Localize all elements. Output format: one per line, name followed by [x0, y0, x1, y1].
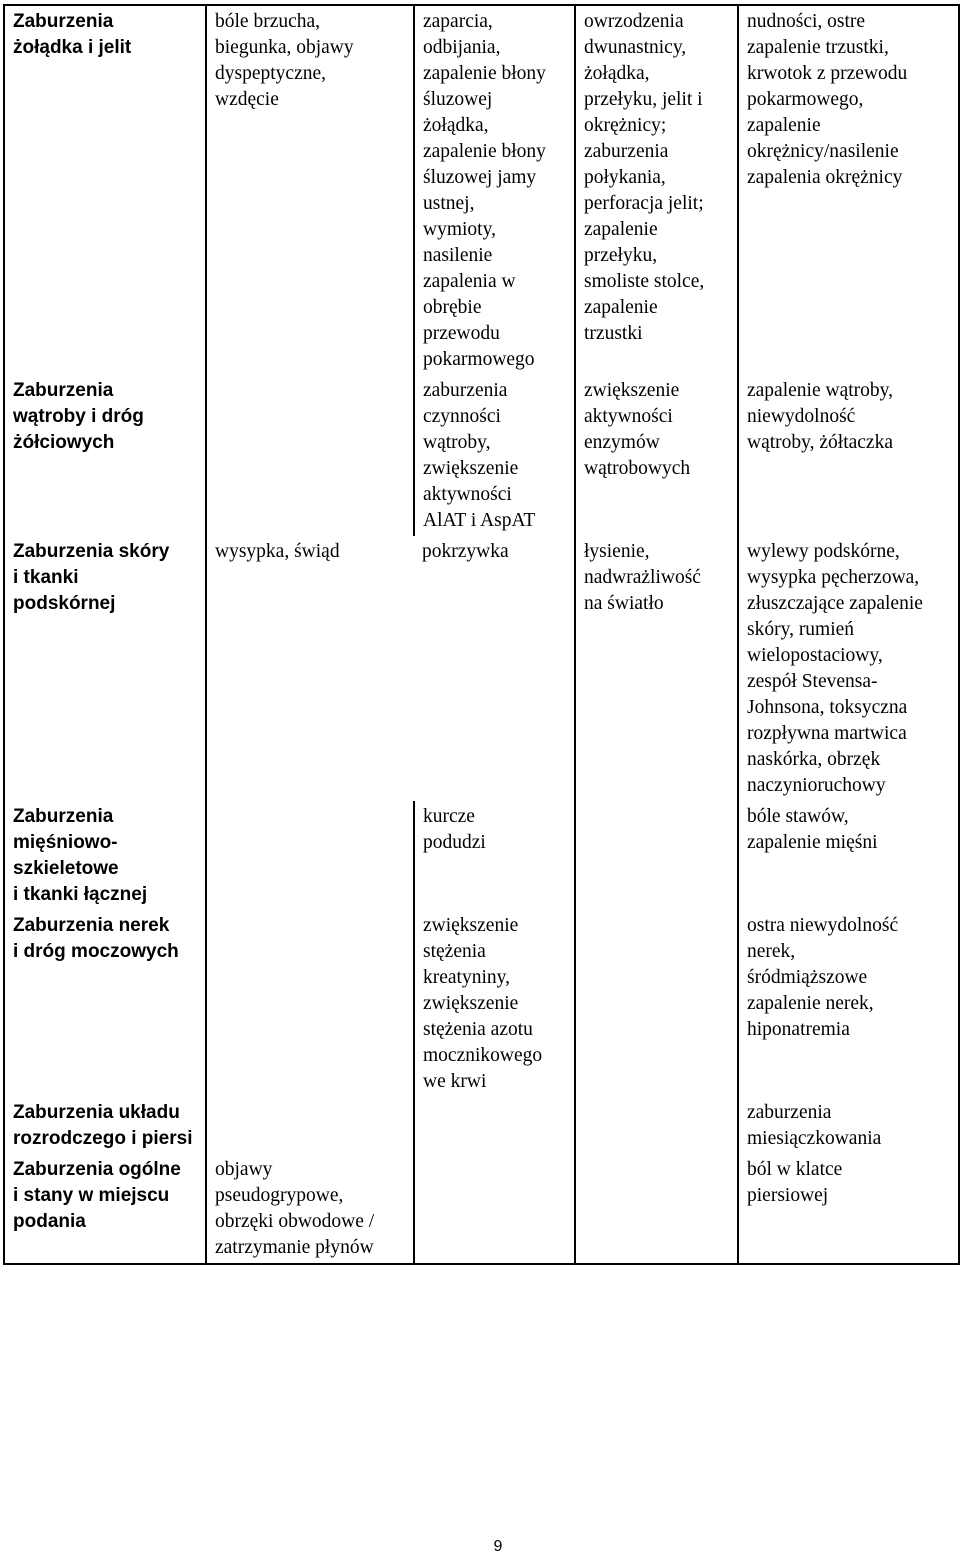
category-cell: Zaburzenia układu rozrodczego i piersi	[4, 1097, 206, 1154]
cell-col5: ostra niewydolność nerek, śródmiąższowe zapalenie nerek, hiponatremia	[738, 910, 959, 1097]
cell-col4	[575, 1154, 738, 1264]
cell-col4: łysienie, nadwrażliwość na światło	[575, 536, 738, 801]
category-cell: Zaburzenia skóry i tkanki podskórnej	[4, 536, 206, 801]
cell-col4: owrzodzenia dwunastnicy, żołądka, przełyku, jelit i okrężnicy; zaburzenia połykania, perforacja jelit; zapalenie przełyku, smoliste stolce, zapalenie trzustki	[575, 5, 738, 375]
table-row	[4, 801, 959, 910]
cell-col2	[206, 801, 414, 910]
cell-col5: zapalenie wątroby, niewydolność wątroby, żółtaczka	[738, 375, 959, 536]
cell-col4	[575, 1097, 738, 1154]
cell-col5: bóle stawów, zapalenie mięśni	[738, 801, 959, 910]
cell-col5: ból w klatce piersiowej	[738, 1154, 959, 1264]
category-cell: Zaburzenia nerek i dróg moczowych	[4, 910, 206, 1097]
cell-col2	[206, 910, 414, 1097]
category-cell: Zaburzenia żołądka i jelit	[4, 5, 206, 375]
cell-col2: wysypka, świąd	[206, 536, 414, 801]
cell-col5: zaburzenia miesiączkowania	[738, 1097, 959, 1154]
cell-col3	[414, 1097, 575, 1154]
table-row	[4, 1154, 959, 1264]
table-row	[4, 375, 959, 536]
cell-col3: zwiększenie stężenia kreatyniny, zwiększenie stężenia azotu mocznikowego we krwi	[414, 910, 575, 1097]
page-number: 9	[493, 1538, 503, 1555]
cell-col4: zwiększenie aktywności enzymów wątrobowych	[575, 375, 738, 536]
category-cell: Zaburzenia wątroby i dróg żółciowych	[4, 375, 206, 536]
cell-col3: pokrzywka	[414, 536, 575, 801]
cell-col3	[414, 1154, 575, 1264]
cell-col2	[206, 1097, 414, 1154]
adverse-effects-table	[3, 4, 960, 1265]
table-row	[4, 910, 959, 1097]
cell-col2: objawy pseudogrypowe, obrzęki obwodowe / zatrzymanie płynów	[206, 1154, 414, 1264]
cell-col5: wylewy podskórne, wysypka pęcherzowa, złuszczające zapalenie skóry, rumień wielopostaciowy, zespół Stevensa- Johnsona, toksyczna rozpływna martwica naskórka, obrzęk naczynioruchowy	[738, 536, 959, 801]
cell-col4	[575, 801, 738, 910]
table-row	[4, 5, 959, 375]
cell-col2: bóle brzucha, biegunka, objawy dyspeptyczne, wzdęcie	[206, 5, 414, 375]
cell-col2	[206, 375, 414, 536]
table-row	[4, 1097, 959, 1154]
table-row	[4, 536, 959, 801]
cell-col3: kurcze podudzi	[414, 801, 575, 910]
category-cell: Zaburzenia mięśniowo- szkieletowe i tkanki łącznej	[4, 801, 206, 910]
cell-col3: zaparcia, odbijania, zapalenie błony śluzowej żołądka, zapalenie błony śluzowej jamy ustnej, wymioty, nasilenie zapalenia w obrębie przewodu pokarmowego	[414, 5, 575, 375]
cell-col4	[575, 910, 738, 1097]
cell-col5: nudności, ostre zapalenie trzustki, krwotok z przewodu pokarmowego, zapalenie okrężnicy/nasilenie zapalenia okrężnicy	[738, 5, 959, 375]
cell-col3: zaburzenia czynności wątroby, zwiększenie aktywności AlAT i AspAT	[414, 375, 575, 536]
category-cell: Zaburzenia ogólne i stany w miejscu podania	[4, 1154, 206, 1264]
